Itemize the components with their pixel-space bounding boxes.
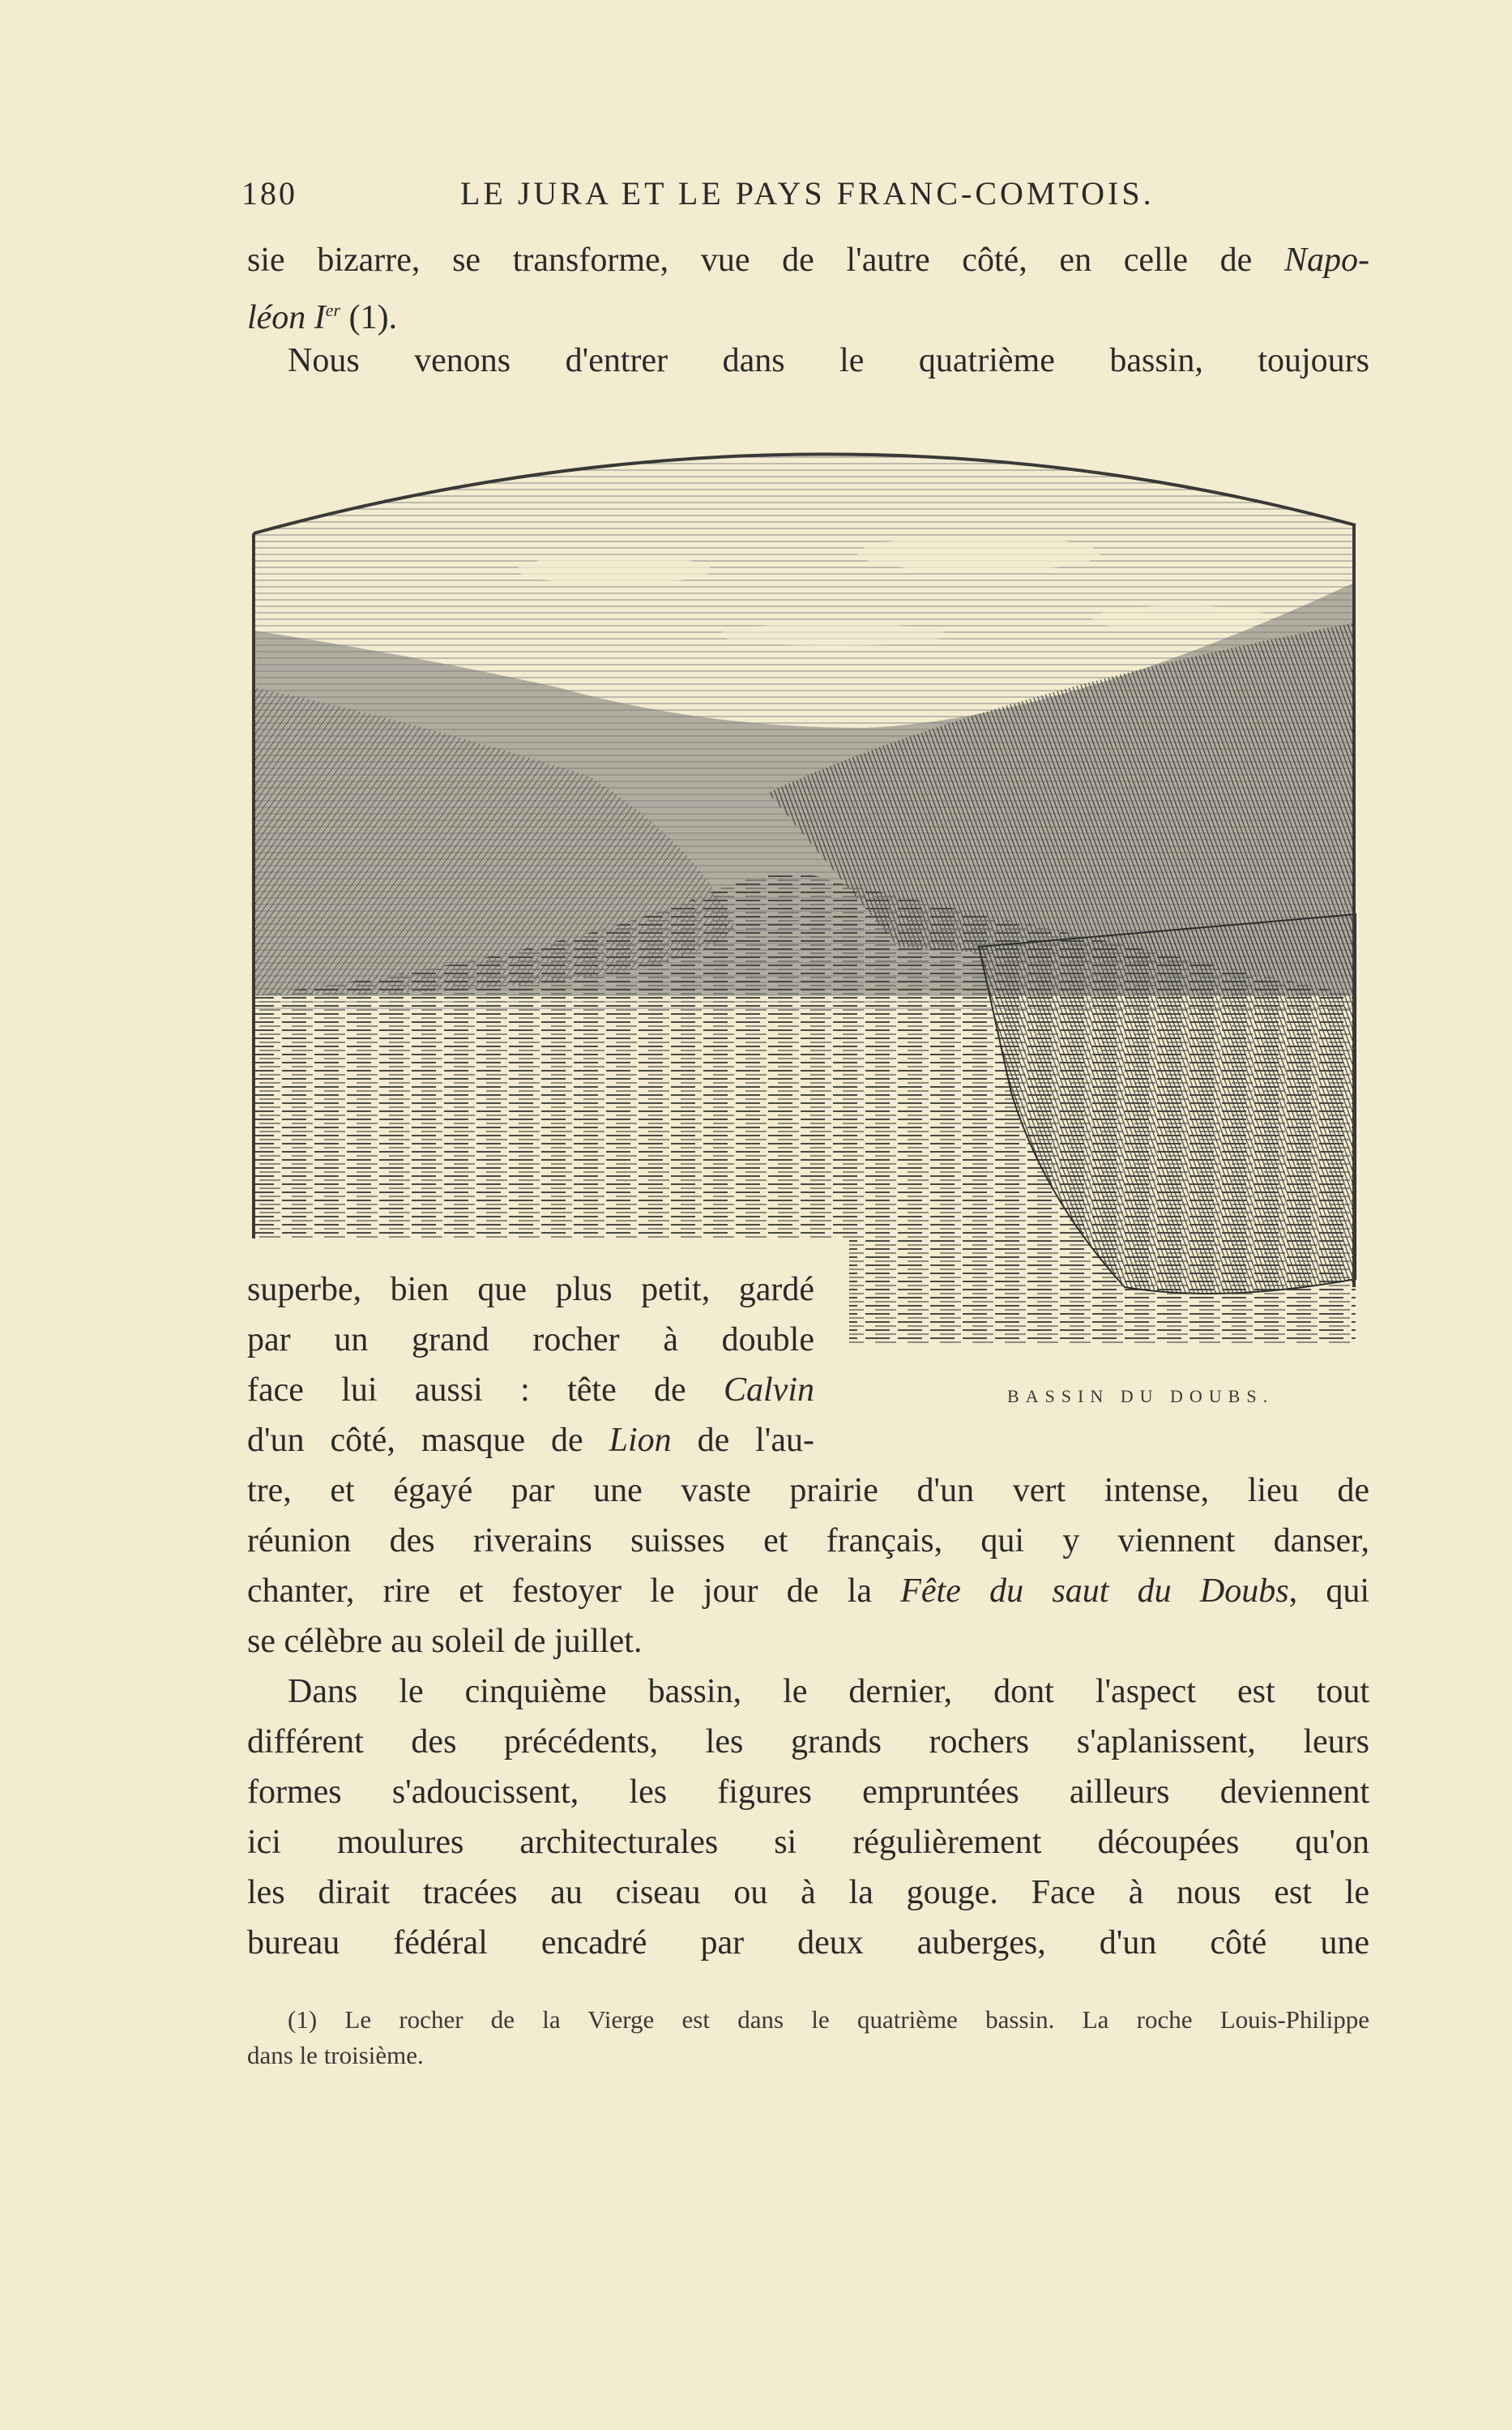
text-span: face lui aussi : tête de <box>247 1371 724 1409</box>
running-title: LE JURA ET LE PAYS FRANC-COMTOIS. <box>460 175 1155 212</box>
text-line: superbe, bien que plus petit, gardé <box>247 1271 814 1308</box>
text-span: sie bizarre, se transforme, vue de l'autre côté, en celle de <box>247 242 1284 279</box>
text-span: de l'au- <box>671 1422 814 1459</box>
text-line: se célèbre au soleil de juillet. <box>247 1623 643 1660</box>
italic-text: Calvin <box>724 1371 814 1409</box>
italic-text: Fête du saut du Doubs <box>900 1572 1289 1610</box>
footnote-line: dans le troisième. <box>247 2041 424 2069</box>
text-line: tre, et égayé par une vaste prairie d'un vert intense, lieu de <box>247 1472 1369 1509</box>
text-line: Nous venons d'entrer dans le quatrième bassin, toujours <box>288 342 1369 379</box>
text-span: chanter, rire et festoyer le jour de la <box>247 1572 901 1610</box>
text-line: différent des précédents, les grands rochers s'aplanissent, leurs <box>247 1723 1369 1760</box>
italic-text: léon I <box>247 299 326 336</box>
figure-caption: BASSIN DU DOUBS. <box>1007 1386 1275 1406</box>
text-line: les dirait tracées au ciseau ou à la gouge. Face à nous est le <box>247 1874 1369 1911</box>
text-span: , qui <box>1288 1572 1370 1610</box>
text-line: bureau fédéral encadré par deux auberges, d'un côté une <box>247 1924 1369 1962</box>
text-line: Dans le cinquième bassin, le dernier, dont l'aspect est tout <box>288 1673 1369 1710</box>
engraving-illustration <box>250 428 1358 1344</box>
footnote-line: (1) Le rocher de la Vierge est dans le quatrième bassin. La roche Louis-Philippe <box>288 2005 1369 2034</box>
page-number: 180 <box>241 175 297 212</box>
text-span: (1). <box>340 299 398 336</box>
text-line <box>247 235 1369 285</box>
text-line <box>247 285 1369 343</box>
text-line <box>247 1415 814 1465</box>
italic-text: Lion <box>609 1422 672 1459</box>
text-line: par un grand rocher à double <box>247 1321 814 1358</box>
text-line <box>247 1566 1369 1616</box>
text-line: réunion des riverains suisses et français, qui y viennent danser, <box>247 1522 1369 1559</box>
text-line: ici moulures architecturales si régulièrement découpées qu'on <box>247 1824 1369 1861</box>
text-span: d'un côté, masque de <box>247 1422 609 1459</box>
text-line <box>247 1365 814 1415</box>
text-line: formes s'adoucissent, les figures empruntées ailleurs deviennent <box>247 1773 1369 1811</box>
superscript: er <box>325 300 341 320</box>
italic-text: Napo- <box>1284 242 1369 279</box>
running-header <box>241 174 1369 215</box>
